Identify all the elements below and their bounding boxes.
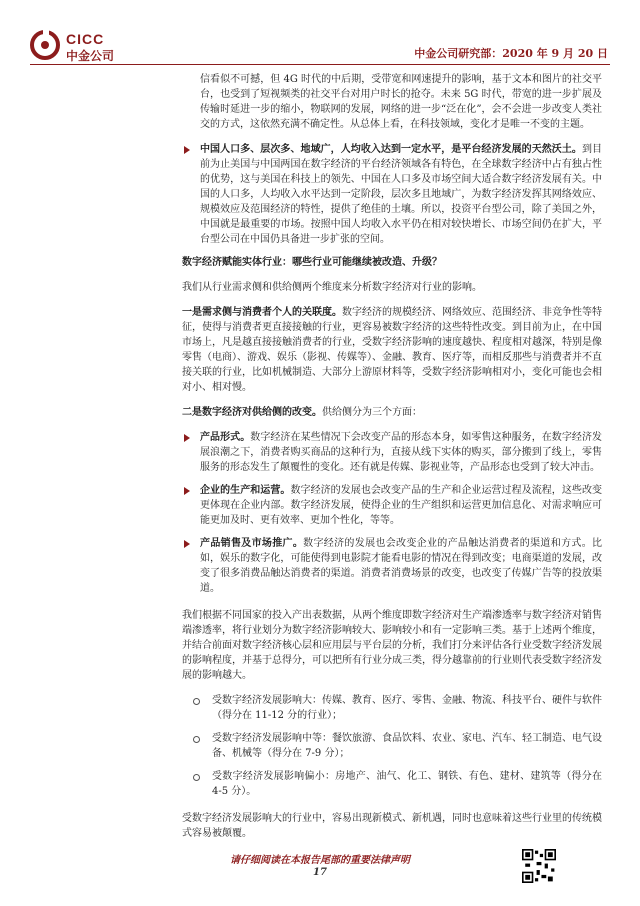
supply-item [182, 483, 602, 528]
demand-text: 数字经济的规模经济、网络效应、范围经济、非竞争性等特征，使得与消费者更直接接触的行业，更容易被数字经济的这些特性改变。到目前为止，在中国市场上，凡是越直接接触消费者的行业，受数字经济影响的速度越快、程度相对越深，特别是像零售（电商）、游戏、娱乐（影视、传媒等）、金融、教育、医疗等，而相反那些与消费者并不直接关联的行业，比如机械制造、大部分上游原材料等，受数字经济影响相对小，变化可能也会相对小、相对慢。 [182, 307, 602, 393]
circle-bullet-icon [193, 736, 200, 743]
supply-item-bold: 企业的生产和运营。 [200, 485, 291, 496]
supply-paragraph [182, 405, 602, 420]
supply-item [182, 536, 602, 596]
header-divider [30, 64, 610, 65]
supply-bold: 二是数字经济对供给侧的改变。 [182, 407, 322, 418]
cicc-logo [30, 30, 140, 66]
category-text: 受数字经济发展影响大：传媒、教育、医疗、零售、金融、物流、科技平台、硬件与软件（得分在 11-12 分的行业）； [212, 695, 602, 721]
bullet-population [182, 142, 602, 247]
header-date: 中金公司研究部：2020 年 9 月 20 日 [414, 47, 608, 60]
supply-item [182, 430, 602, 475]
continuation-paragraph: 信看似不可撼，但 4G 时代的中后期，受带宽和网速提升的影响，基于文本和图片的社交平台，也受到了短视频类的社交平台对用户时长的抢夺。未来 5G 时代，带宽的进一步扩展及传输时延进一步的缩小，物联网的发展，网络的进一步“泛在化”，会不会进一步改变人类社交的方式，这依然充满不确定性。从总体上看，在科技领域，变化才是唯一不变的主题。 [200, 74, 602, 130]
legal-notice: 请仔细阅读在本报告尾部的重要法律声明 [230, 855, 410, 866]
logo-text: CICC [66, 31, 105, 47]
page-number: 17 [313, 867, 327, 878]
supply-item-text: 数字经济在某些情况下会改变产品的形态本身，如零售这种服务，在数字经济发展浪潮之下，消费者购买商品的这种行为，直接从线下实体的购买，部分搬到了线上，零售服务的形态发生了颠覆性的变化。还有就是传媒、影视业等，产品形态也受到了较大冲击。 [200, 432, 603, 473]
bullet-text: 到目前为止美国与中国两国在数字经济的平台经济领域各有特色，在全球数字经济中占有独占性的优势，这与美国在科技上的领先、中国在人口多及市场空间大适合数字经济发展有关。中国的人口多，人均收入水平达到一定阶段，层次多且地域广，为数字经济发挥其网络效应、规模效应及范围经济的特性，提供了绝佳的土壤。所以，投资平台型公司，除了美国之外，中国就是最重要的市场。按照中国人均收入水平仍在相对较快增长、市场空间仍在扩大，平台型公司在中国仍具备进一步扩张的空间。 [200, 144, 603, 245]
intro-paragraph: 我们从行业需求侧和供给侧两个维度来分析数字经济对行业的影响。 [182, 282, 482, 293]
category-text: 受数字经济发展影响偏小：房地产、油气、化工、钢铁、有色、建材、建筑等（得分在 4-5 分）。 [212, 771, 602, 797]
category-item [190, 731, 602, 761]
triangle-bullet-icon [184, 540, 190, 548]
supply-item-bold: 产品销售及市场推广。 [200, 538, 304, 549]
cicc-logo-icon [30, 30, 60, 60]
section-heading: 数字经济赋能实体行业：哪些行业可能继续被改造、升级？ [182, 257, 442, 268]
triangle-bullet-icon [184, 434, 190, 442]
category-item [190, 769, 602, 799]
circle-bullet-icon [193, 774, 200, 781]
triangle-bullet-icon [184, 487, 190, 495]
closing-paragraph: 受数字经济发展影响大的行业中，容易出现新模式、新机遇，同时也意味着这些行业里的传统模式容易被颠覆。 [182, 813, 602, 839]
supply-text: 供给侧分为三个方面： [322, 407, 422, 418]
report-body [182, 72, 602, 851]
qr-code-icon [522, 849, 556, 883]
page-header [0, 0, 640, 68]
supply-item-text: 数字经济的发展也会改变企业的产品触达消费者的渠道和方式。比如，娱乐的数字化，可能使得到电影院才能看电影的情况在得到改变；电商渠道的发展，改变了很多消费品触达消费者的渠道。消费者消费场景的改变，也改变了传媒广告等的投放渠道。 [200, 538, 603, 594]
scoring-paragraph: 我们根据不同国家的投入产出表数据，从两个维度即数字经济对生产端渗透率与数字经济对销售端渗透率，将行业划分为数字经济影响较大、影响较小和有一定影响三类。基于上述两个维度，并结合前面对数字经济核心层和应用层与平台层的分析，我们打分来评估各行业受数字经济发展的影响程度，并基于总得分，可以把所有行业分成三类，得分越靠前的行业则代表受数字经济发展的影响越大。 [182, 610, 602, 681]
logo-cn-text: 中金公司 [66, 49, 115, 63]
category-text: 受数字经济发展影响中等：餐饮旅游、食品饮料、农业、家电、汽车、轻工制造、电气设备、机械等（得分在 7-9 分）； [212, 733, 602, 759]
category-item [190, 693, 602, 723]
bullet-bold: 中国人口多、层次多、地域广，人均收入达到一定水平，是平台经济发展的天然沃土。 [200, 144, 582, 155]
supply-item-text: 数字经济的发展也会改变产品的生产和企业运营过程及流程，这些改变更体现在企业内部。数字经济发展，使得企业的生产组织和运营更加信息化、对需求响应可能更加及时、更有效率、更加个性化，等等。 [200, 485, 603, 526]
demand-bold: 一是需求侧与消费者个人的关联度。 [182, 307, 342, 318]
triangle-bullet-icon [184, 146, 190, 154]
circle-bullet-icon [193, 698, 200, 705]
supply-item-bold: 产品形式。 [200, 432, 251, 443]
demand-paragraph [182, 305, 602, 395]
